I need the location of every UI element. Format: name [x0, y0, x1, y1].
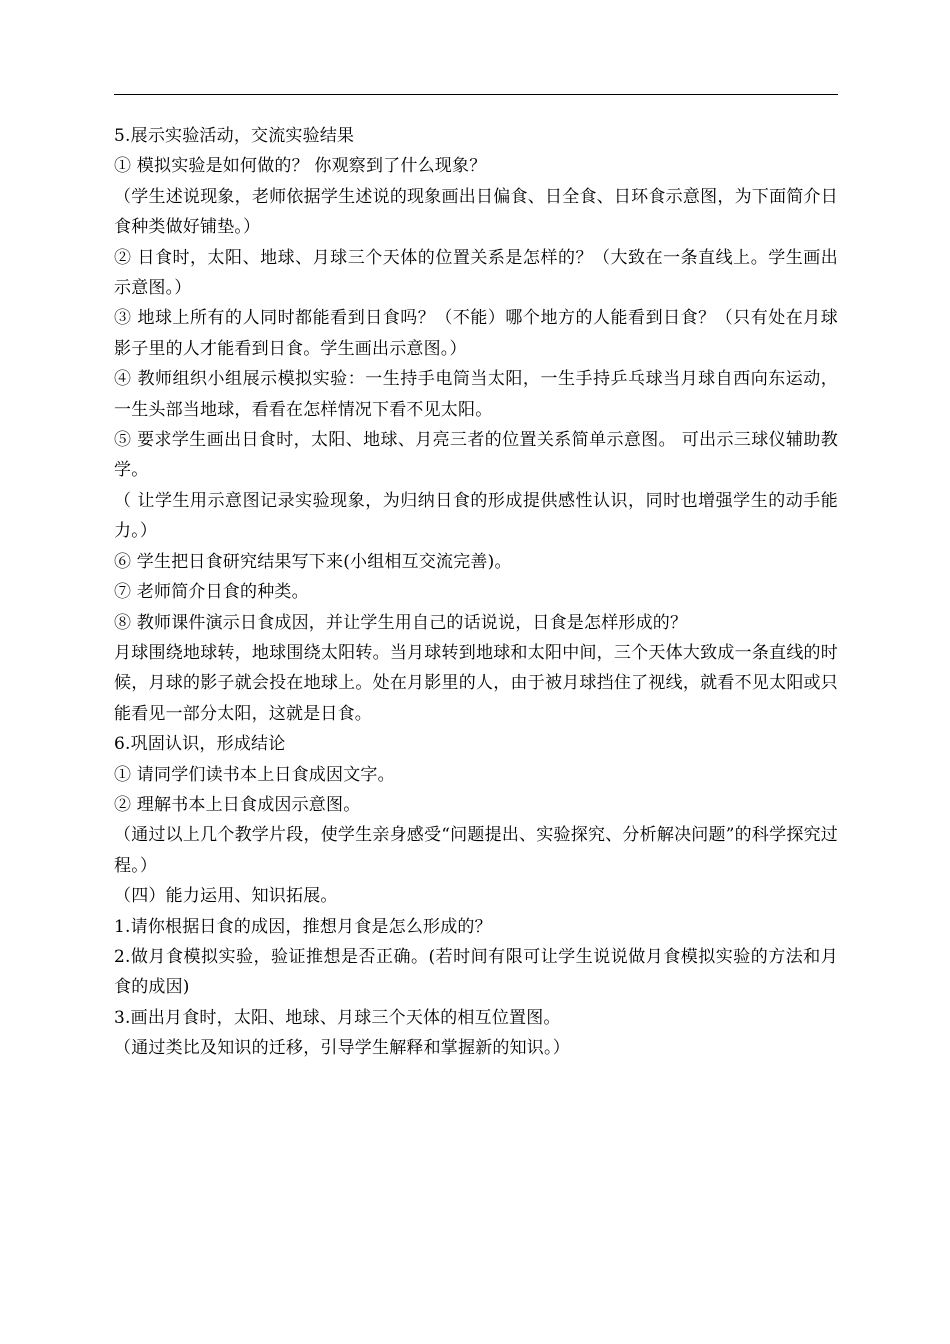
- paragraph: ④ 教师组织小组展示模拟实验：一生持手电筒当太阳，一生手持乒乓球当月球自西向东运动，一生头部当地球，看看在怎样情况下看不见太阳。: [114, 369, 838, 420]
- paragraph: 2.做月食模拟实验，验证推想是否正确。(若时间有限可让学生说说做月食模拟实验的方法和月食的成因): [114, 946, 838, 998]
- section-heading-6: 6.巩固认识，形成结论: [114, 734, 286, 755]
- header-rule: [114, 94, 838, 95]
- paragraph: 3.画出月食时，太阳、地球、月球三个天体的相互位置图。: [114, 1007, 561, 1028]
- section-heading-4: （四）能力运用、知识拓展。: [114, 886, 338, 907]
- paragraph: ⑥ 学生把日食研究结果写下来(小组相互交流完善)。: [114, 551, 512, 572]
- paragraph: （通过类比及知识的迁移，引导学生解释和掌握新的知识。）: [114, 1038, 570, 1059]
- paragraph: （ 让学生用示意图记录实验现象，为归纳日食的形成提供感性认识，同时也增强学生的动手能力。）: [114, 490, 838, 542]
- paragraph: 月球围绕地球转，地球围绕太阳转。当月球转到地球和太阳中间，三个天体大致成一条直线的时候，月球的影子就会投在地球上。处在月影里的人，由于被月球挡住了视线，就看不见太阳或只能看见一部分太阳，这就是日食。: [114, 642, 838, 724]
- paragraph: ② 理解书本上日食成因示意图。: [114, 794, 361, 815]
- paragraph: ⑧ 教师课件演示日食成因，并让学生用自己的话说说，日食是怎样形成的？: [114, 612, 688, 633]
- section-heading-5: 5.展示实验活动，交流实验结果: [114, 126, 355, 146]
- paragraph: （学生述说现象，老师依据学生述说的现象画出日偏食、日全食、日环食示意图，为下面简介日食种类做好铺垫。）: [114, 186, 838, 238]
- paragraph: ① 请同学们读书本上日食成因文字。: [114, 764, 395, 785]
- paragraph: （通过以上几个教学片段，使学生亲身感受“问题提出、实验探究、分析解决问题”的科学探究过程。）: [114, 825, 838, 876]
- paragraph: 1.请你根据日食的成因，推想月食是怎么形成的？: [114, 916, 492, 937]
- paragraph: ⑦ 老师简介日食的种类。: [114, 582, 309, 603]
- paragraph: ① 模拟实验是如何做的？ 你观察到了什么现象？: [114, 156, 487, 177]
- paragraph: ② 日食时，太阳、地球、月球三个天体的位置关系是怎样的？（大致在一条直线上。学生画出示意图。）: [114, 247, 838, 299]
- paragraph: ⑤ 要求学生画出日食时，太阳、地球、月亮三者的位置关系简单示意图。 可出示三球仪辅助教学。: [114, 430, 838, 481]
- paragraph: ③ 地球上所有的人同时都能看到日食吗？（不能）哪个地方的人能看到日食？（只有处在月球影子里的人才能看到日食。学生画出示意图。）: [114, 308, 838, 359]
- document-body: [114, 121, 838, 1064]
